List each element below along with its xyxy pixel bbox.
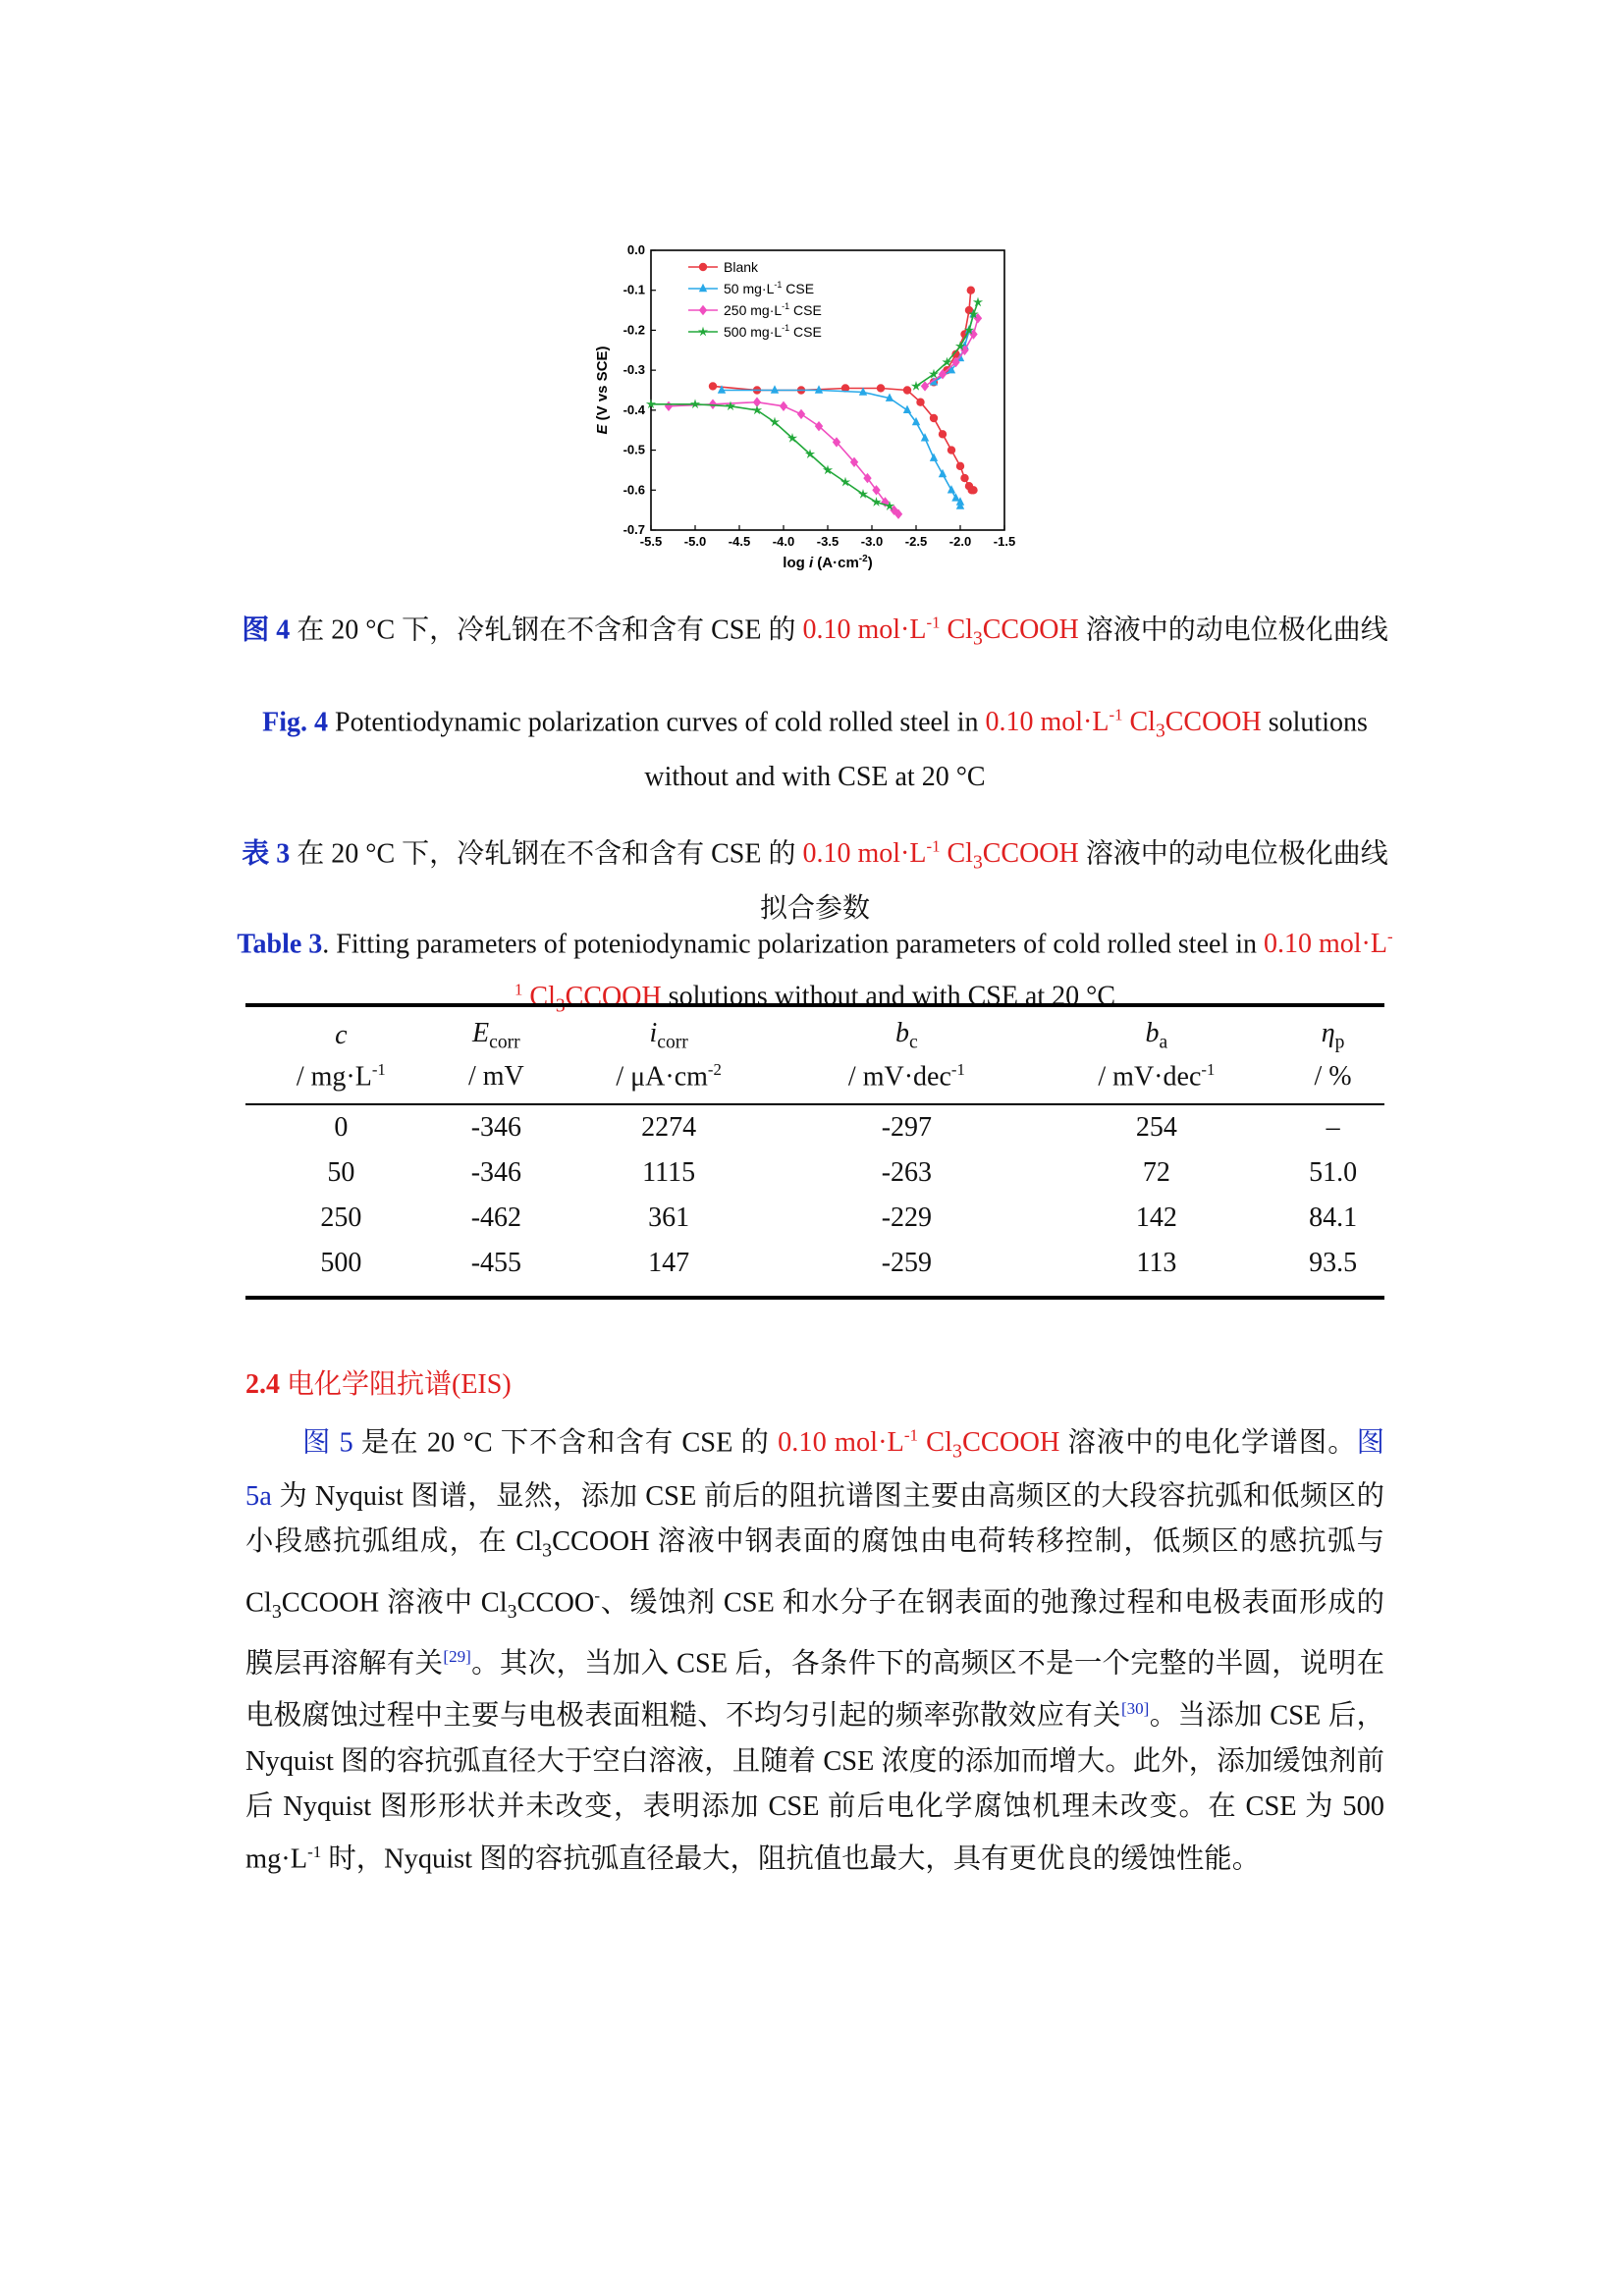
data-point [780,401,787,411]
caption-text: Potentiodynamic polarization curves of cold rolled steel in [328,707,986,738]
x-tick-label: -4.5 [728,534,751,549]
text: 时，Nyquist 图的容抗弧直径最大，阻抗值也最大，具有更优良的缓蚀性能。 [321,1843,1261,1875]
header-unit-exp: -1 [950,1060,965,1080]
caption-concentration [802,614,1079,650]
table-row [245,1241,1384,1298]
x-tick-label: -1.5 [993,534,1016,549]
parameters-table-block [245,1003,1384,1300]
table-cell: -229 [881,1202,933,1233]
table-cell: -462 [470,1202,522,1233]
x-tick-label: -5.5 [639,534,663,549]
series-line-3 [651,404,890,507]
header-unit-row [245,1056,1384,1104]
section-heading [245,1362,512,1402]
data-point [797,409,805,419]
figure-label-cn: 图 4 [242,614,291,646]
data-point [916,399,924,406]
text: CCOOH 溶液中 Cl [281,1587,508,1619]
header-symbol-sub: p [1334,1032,1345,1053]
x-tick-label: -4.0 [772,534,795,549]
acid-sub: 3 [1155,721,1165,742]
conc-exp: -1 [903,1426,919,1445]
figure-caption-en [236,693,1394,800]
acid-sub: 3 [555,995,566,1017]
data-point [947,446,955,454]
conc-text: 0.10 mol·L [802,614,927,646]
title-text: 在 20 °C 下，冷轧钢在不含和含有 CSE 的 [290,838,803,870]
table-cell: 254 [1135,1112,1177,1143]
caption-text-end: 溶液中的动电位极化曲线 [1078,614,1388,646]
header-unit-1 [437,1056,556,1104]
header-unit-text: / % [1314,1061,1352,1092]
header-symbol-text: c [335,1020,348,1050]
sup: - [594,1585,601,1605]
table-cell: 147 [556,1241,782,1298]
data-point [871,497,881,507]
polarization-chart [587,236,1029,589]
header-symbol-2 [556,1005,782,1056]
table-cell: 250 [320,1202,362,1233]
conc-exp: -1 [514,928,1393,999]
series-line-2 [669,402,898,514]
table-row [245,1150,1384,1196]
header-symbol-text: η [1321,1017,1335,1048]
title-text: . Fitting parameters of poteniodynamic polarization parameters of cold rolled steel in [322,929,1264,960]
conc-exp: -1 [1109,706,1123,724]
acid-rest: CCOOH [1164,707,1262,738]
legend-label: 50 $mg\cdot L^{-1}$ CSE [724,280,815,296]
header-symbol-sub: a [1159,1032,1168,1053]
header-symbol-1 [437,1005,556,1056]
acid-text: Cl [1122,707,1156,738]
acid-rest: CCOOH [565,981,662,1012]
header-symbol-sub: corr [657,1032,688,1053]
x-tick-label: -5.0 [683,534,707,549]
table-cell: 113 [1032,1241,1281,1298]
table-cell: 51.0 [1309,1157,1358,1188]
acid-sub: 3 [972,852,983,874]
data-point [709,400,717,409]
text: CCOO [516,1587,595,1619]
legend-label: 250 $mg\cdot L^{-1}$ CSE [724,301,822,318]
conc-text: 0.10 mol·L [1264,929,1387,960]
text: 是在 20 °C 下不含和含有 CSE 的 [352,1427,779,1459]
y-tick-label: -0.1 [623,282,645,297]
header-symbol-sub: c [909,1032,918,1053]
table-row [245,1104,1384,1150]
table-cell: 93.5 [1281,1241,1384,1298]
legend-label: Blank [724,259,759,275]
legend-marker [699,284,707,292]
header-symbol-0 [245,1005,437,1056]
citation-30[interactable]: [30] [1120,1699,1150,1719]
legend-marker [699,305,707,315]
caption-text-end: solutions without and with CSE at 20 °C [644,707,1368,792]
header-unit-text: / mg·L [296,1061,372,1093]
header-unit-text: / μA·cm [616,1061,708,1093]
figure-caption-cn [236,601,1394,663]
legend-label: 500 $mg\cdot L^{-1}$ CSE [724,323,822,340]
table-cell: 2274 [641,1112,697,1143]
table-label-cn: 表 3 [242,838,291,870]
text: 溶液中的电化学谱图。 [1059,1427,1357,1459]
y-tick-label: -0.2 [623,322,645,338]
table-cell: 0 [334,1112,349,1143]
header-symbol-row [245,1005,1384,1056]
table-label-en: Table 3 [237,929,323,960]
y-tick-label: 0.0 [626,242,645,257]
y-axis-label: E (V vs SCE) [594,346,611,435]
acid-rest: CCOOH [961,1427,1060,1459]
x-tick-label: -3.0 [860,534,884,549]
table-cell: 500 [245,1241,437,1298]
legend-marker [699,263,707,271]
acid-sub: 3 [952,1441,962,1464]
table-cell: 50 [327,1157,355,1188]
table-body [245,1104,1384,1298]
table-cell: 361 [648,1202,690,1233]
header-unit-exp: -2 [707,1060,722,1080]
header-unit-5 [1281,1056,1384,1104]
acid-rest: CCOOH [982,838,1079,870]
text: 。当添加 CSE 后，Nyquist 图的容抗弧直径大于空白溶液，且随着 CSE 浓度的添加而增大。此外，添加缓蚀剂前后 Nyquist 图形形状并未改变，表明添加 CSE 前后电化学腐蚀机理未改变。在 CSE 为 500 mg·L [245,1700,1384,1875]
y-tick-label: -0.3 [623,362,645,378]
x-tick-label: -3.5 [816,534,839,549]
table-cell: -297 [881,1112,933,1143]
table-cell: 84.1 [1309,1202,1358,1233]
acid-text: Cl [940,838,973,870]
header-unit-0 [245,1056,437,1104]
conc-exp: -1 [926,837,941,856]
x-tick-label: -2.5 [904,534,928,549]
header-unit-text: / mV·dec [1098,1061,1202,1093]
data-point [939,430,947,438]
caption-text: 在 20 °C 下，冷轧钢在不含和含有 CSE 的 [297,614,803,646]
header-unit-2 [556,1056,782,1104]
header-symbol-text: b [895,1017,910,1048]
text: 、缓蚀剂 CSE 和水分子在钢表面的弛豫过程和电极表面形成的膜层再溶解有关 [245,1587,1384,1680]
data-point [665,401,673,411]
concentration [778,1426,1060,1464]
section-number: 2.4 [245,1369,280,1400]
table-cell: 142 [1135,1202,1177,1233]
data-point [930,414,938,422]
data-point [960,474,968,482]
table-cell: -263 [881,1157,933,1188]
y-tick-label: -0.6 [623,482,645,498]
data-point [771,385,779,393]
data-point [973,297,983,307]
acid-sub: 3 [972,628,983,650]
header-unit-text: / mV [467,1061,524,1092]
data-point [967,287,975,294]
acid-rest: CCOOH [982,614,1079,646]
table-cell: 1115 [642,1157,696,1188]
data-point [911,381,921,391]
y-tick-label: -0.5 [623,442,645,457]
text: 为 Nyquist 图谱，显然，添加 CSE 前后的阻抗谱图主要由高频区的大段容抗弧和低频区的小段感抗弧组成，在 Cl [245,1481,1384,1558]
header-symbol-text: b [1145,1017,1160,1048]
table-cell: -259 [782,1241,1031,1298]
parameters-table [245,1003,1384,1300]
sub: 3 [542,1539,553,1562]
header-unit-exp: -1 [371,1060,386,1080]
y-tick-label: -0.7 [623,522,645,537]
data-point [877,384,885,392]
acid-text: Cl [940,614,973,646]
header-symbol-text: i [649,1017,658,1048]
table-cell: -346 [470,1157,522,1188]
figure-label-en: Fig. 4 [262,707,328,738]
header-symbol-5 [1281,1005,1384,1056]
header-symbol-text: E [472,1017,490,1048]
header-symbol-4 [1032,1005,1281,1056]
header-unit-3 [782,1056,1031,1104]
header-unit-text: / mV·dec [847,1061,951,1093]
sub: 3 [507,1600,517,1623]
table-cell: -455 [437,1241,556,1298]
text: 。其次，当加入 CSE 后，各条件下的高频区不是一个完整的半圆，说明在电极腐蚀过程中主要与电极表面粗糙、不均匀引起的频率弥散效应有关 [245,1648,1384,1732]
table-cell: -346 [470,1112,522,1143]
table-row [245,1196,1384,1241]
header-symbol-sub: corr [489,1032,520,1053]
x-tick-label: -2.0 [948,534,972,549]
conc-text: 0.10 mol·L [985,707,1110,738]
figure-ref[interactable]: 图 5 [301,1427,353,1459]
conc-text: 0.10 mol·L [778,1427,904,1459]
sub: 3 [271,1600,282,1623]
table-cell: 72 [1142,1157,1170,1188]
header-unit-4 [1032,1056,1281,1104]
section-title: 电化学阻抗谱(EIS) [280,1369,512,1400]
citation-29[interactable]: [29] [443,1646,471,1666]
acid-text: Cl [522,981,556,1012]
data-point [956,462,964,470]
body-paragraph [245,1414,1384,1882]
figure-ref-5a[interactable]: 图 5a [245,1427,1385,1513]
conc-exp: -1 [926,614,941,632]
text: CCOOH 溶液中钢表面的腐蚀由电荷转移控制，低频区的感抗弧与 Cl [245,1526,1384,1619]
sup: -1 [307,1842,322,1861]
caption-concentration [985,706,1262,742]
title-text-end: solutions without and with CSE at 20 °C [661,981,1115,1012]
header-unit-exp: -1 [1201,1060,1216,1080]
acid-text: Cl [918,1427,953,1459]
conc-text: 0.10 mol·L [802,838,927,870]
polarization-chart-svg [587,236,1029,589]
data-point [709,382,717,390]
data-point [969,486,977,494]
header-symbol-3 [782,1005,1031,1056]
title-concentration [802,837,1079,874]
data-point [930,454,938,461]
table-cell: – [1326,1112,1340,1143]
title-text-end: 溶液中的动电位极化曲线拟合参数 [759,838,1388,924]
y-tick-label: -0.4 [623,401,645,417]
data-point [903,386,911,394]
x-axis-label: log i $(A\cdot cm^{-2})$ [783,554,873,571]
